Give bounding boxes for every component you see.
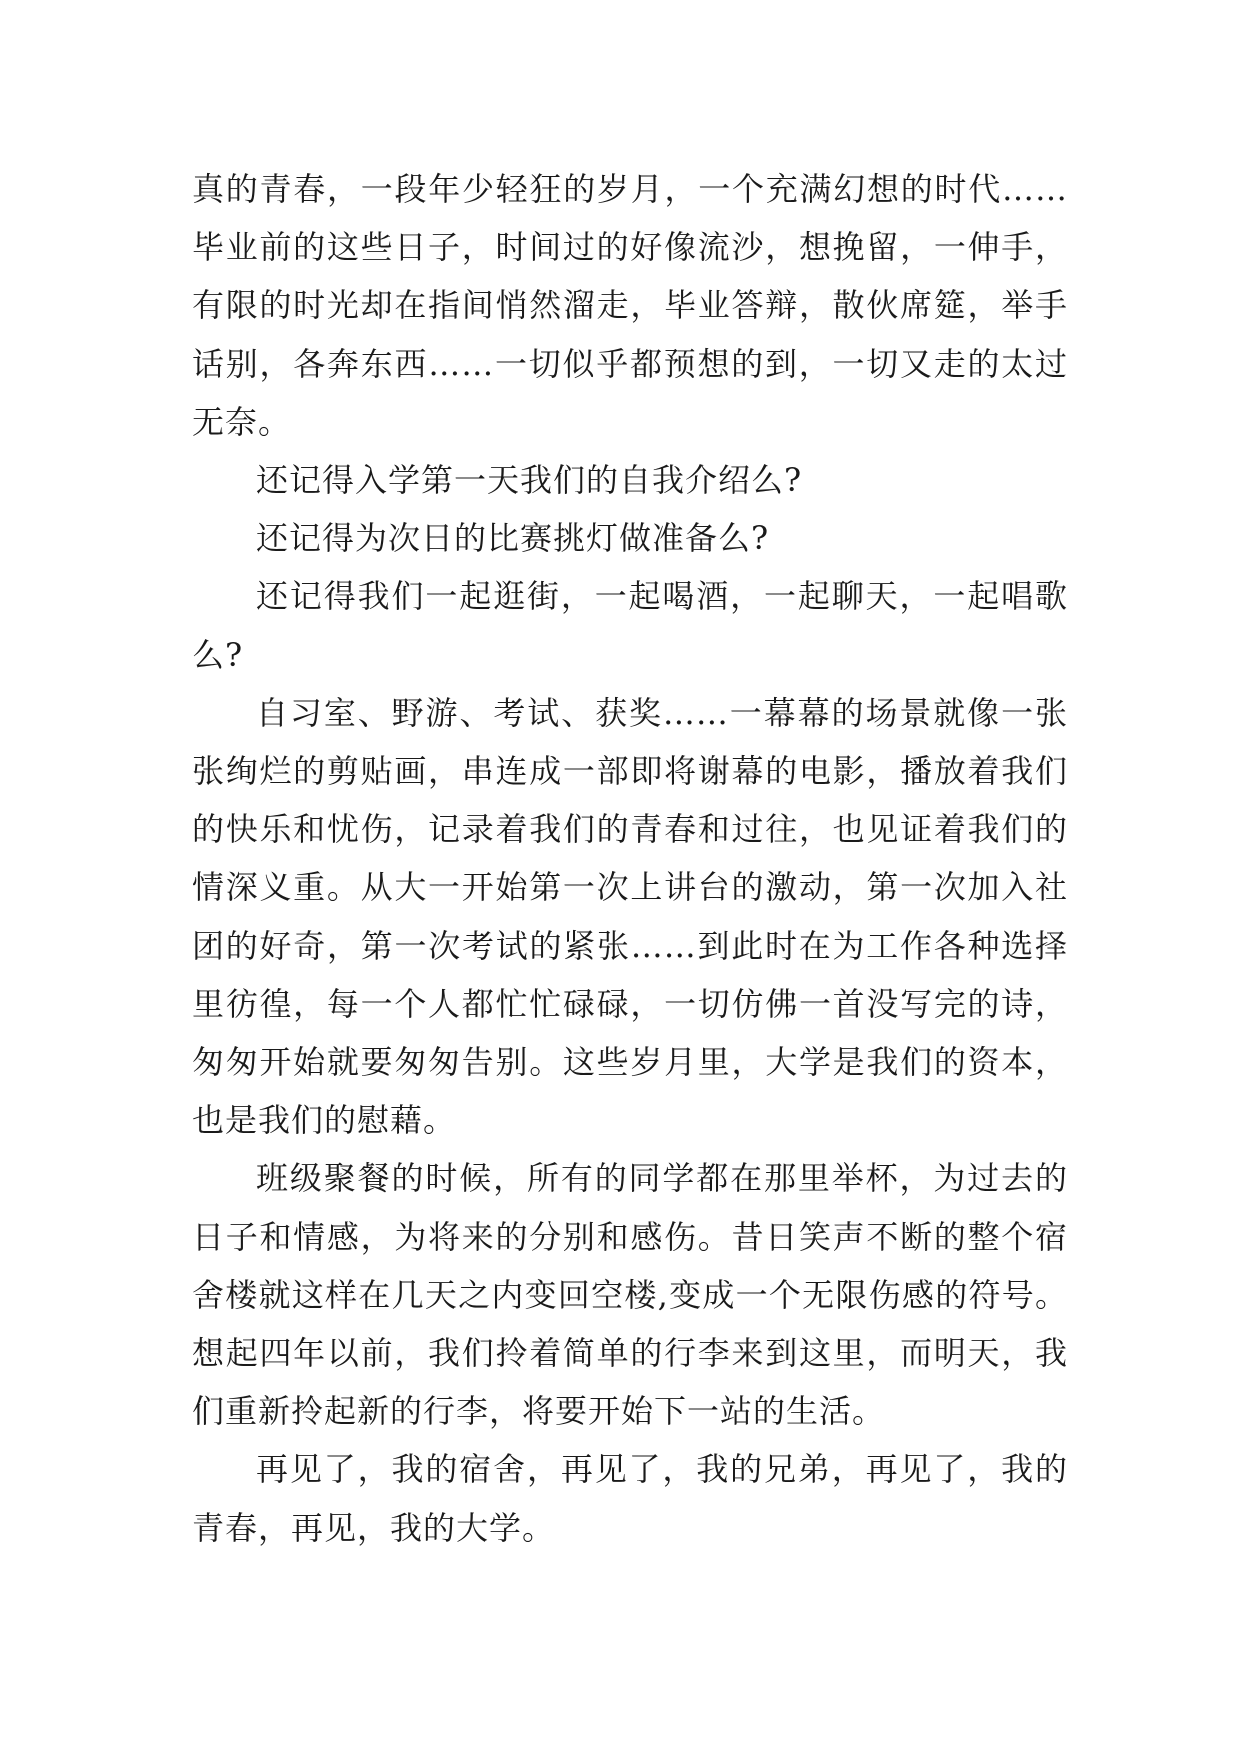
paragraph-class-dinner: 班级聚餐的时候，所有的同学都在那里举杯，为过去的日子和情感，为将来的分别和感伤。昔日笑声不断的整个宿舍楼就这样在几天之内变回空楼,变成一个无限伤感的符号。想起四年以前，我们拎着简单的行李来到这里，而明天，我们重新拎起新的行李，将要开始下一站的生活。 bbox=[192, 1159, 1068, 1431]
paragraph-farewell: 再见了，我的宿舍，再见了，我的兄弟，再见了，我的青春，再见，我的大学。 bbox=[192, 1450, 1068, 1547]
paragraph-remember-together: 还记得我们一起逛街，一起喝酒，一起聊天，一起唱歌么? bbox=[192, 577, 1068, 674]
paragraph-remember-introduction: 还记得入学第一天我们的自我介绍么? bbox=[256, 461, 803, 500]
paragraph-memories: 自习室、野游、考试、获奖……一幕幕的场景就像一张张绚烂的剪贴画，串连成一部即将谢幕的电影，播放着我们的快乐和忧伤，记录着我们的青春和过往，也见证着我们的情深义重。从大一开始第一次上讲台的激动，第一次加入社团的好奇，第一次考试的紧张……到此时在为工作各种选择里彷徨，每一个人都忙忙碌碌，一切仿佛一首没写完的诗，匆匆开始就要匆匆告别。这些岁月里，大学是我们的资本，也是我们的慰藉。 bbox=[192, 693, 1068, 1140]
paragraph-remember-competition: 还记得为次日的比赛挑灯做准备么? bbox=[256, 519, 770, 558]
paragraph-continuation: 真的青春，一段年少轻狂的岁月，一个充满幻想的时代……毕业前的这些日子，时间过的好像流沙，想挽留，一伸手，有限的时光却在指间悄然溜走，毕业答辩，散伙席筵，举手话别，各奔东西……一切似乎都预想的到，一切又走的太过无奈。 bbox=[192, 170, 1068, 441]
document-body bbox=[192, 160, 1068, 1557]
